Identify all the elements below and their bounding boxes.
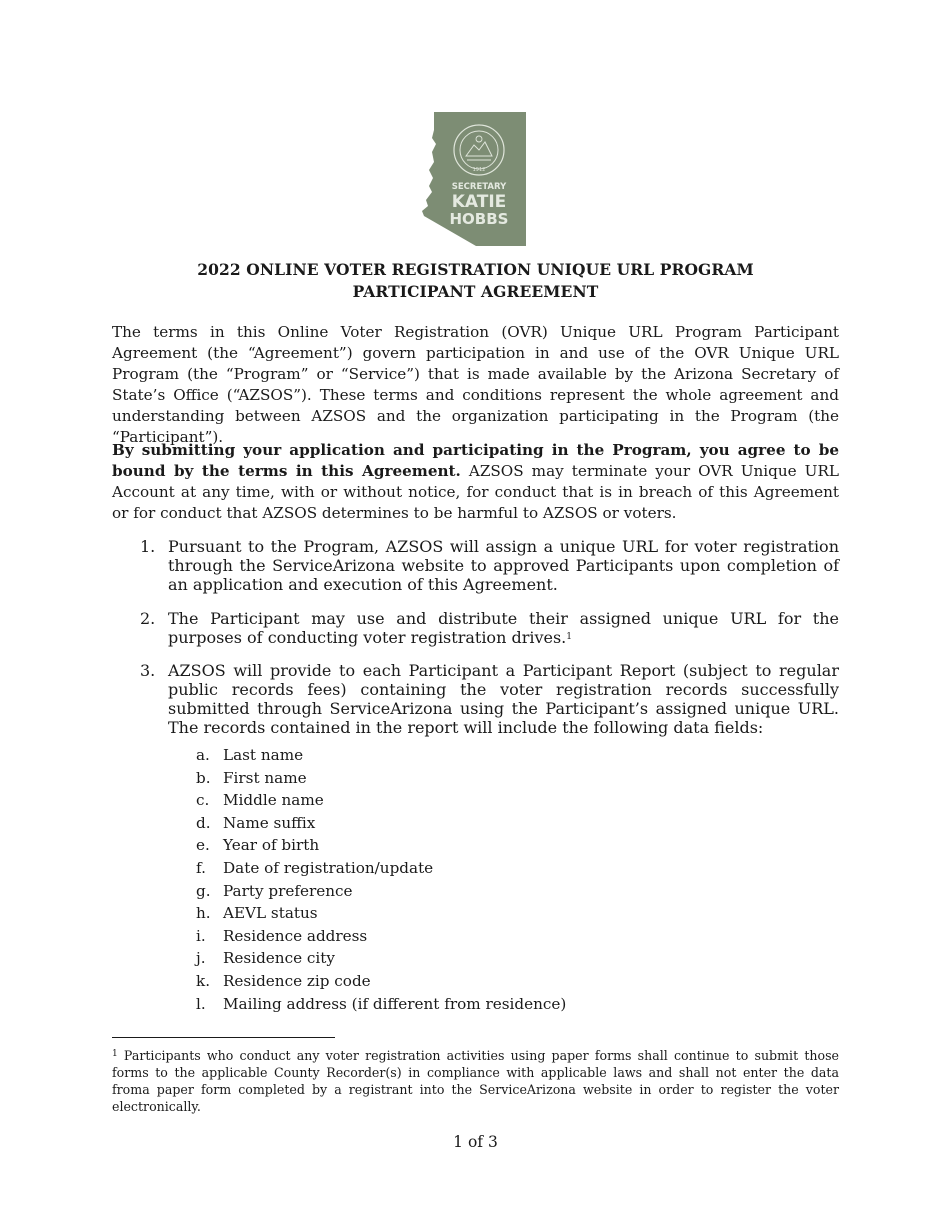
logo-last-name-text: HOBBS <box>449 210 509 228</box>
data-field-label: Last name <box>223 746 304 764</box>
data-field-letter: h. <box>196 904 211 923</box>
data-field-label: Mailing address (if different from residence) <box>223 994 567 1013</box>
data-field-label: Party preference <box>223 881 353 900</box>
data-field-label: Name suffix <box>223 813 316 832</box>
list-item-text: AZSOS will provide to each Participant a Participant Report (subject to regular public records fees) containing the voter registration records successfully submitted through ServiceArizona using the Participant’s assigned unique URL. The records contained in the report will include the following data fields: <box>168 661 839 737</box>
data-field-label: First name <box>223 768 307 787</box>
data-field-letter: c. <box>196 791 210 810</box>
data-field-letter: j. <box>196 949 206 968</box>
data-field-letter: a. <box>196 746 210 764</box>
data-field-letter: f. <box>196 859 206 877</box>
consent-rest-text: AZSOS may terminate your OVR Unique URL Account at any time, with or without notice, for conduct that is in breach of this Agreement or for conduct that AZSOS determines to be harmful to AZSOS or voters. <box>112 462 839 522</box>
data-field-label: Year of birth <box>223 836 320 855</box>
consent-paragraph <box>112 440 839 524</box>
data-field-label: Residence city <box>223 949 335 968</box>
logo-first-name-text: KATIE <box>451 192 507 212</box>
list-item-number: 3. <box>140 661 156 680</box>
data-field-letter: k. <box>196 972 211 990</box>
list-item-text-body: The Participant may use and distribute their assigned unique URL for the purposes of conducting voter registration drives. <box>168 609 839 647</box>
list-item-number: 2. <box>140 609 156 628</box>
list-item-text: Pursuant to the Program, AZSOS will assign a unique URL for voter registration through the ServiceArizona website to approved Participants upon completion of an application and execution of this Agreement. <box>168 537 839 594</box>
page-number: 1 of 3 <box>453 1133 498 1151</box>
data-field-letter: e. <box>196 836 210 855</box>
footnote-divider <box>112 1037 335 1038</box>
seal-year: 1912 <box>472 167 486 173</box>
data-field-letter: l. <box>196 994 206 1013</box>
title-line-2: PARTICIPANT AGREEMENT <box>352 282 599 301</box>
data-field-label: Middle name <box>223 791 324 810</box>
data-field-label: Residence zip code <box>223 972 371 990</box>
data-field-letter: d. <box>196 813 211 832</box>
document-title <box>112 259 839 303</box>
list-item-number: 1. <box>140 537 156 556</box>
logo-secretary-text: SECRETARY <box>451 182 507 192</box>
footnote-marker: 1 <box>112 1049 118 1059</box>
data-field-label: AEVL status <box>223 904 318 923</box>
data-field-label: Residence address <box>223 926 368 945</box>
footnote <box>112 1047 839 1115</box>
intro-paragraph: The terms in this Online Voter Registration (OVR) Unique URL Program Participant Agreement (the “Agreement”) govern participation in and use of the OVR Unique URL Program (the “Program” or “Service”) that is made available by the Arizona Secretary of State’s Office (“AZSOS”). These terms and conditions represent the whole agreement and understanding between AZSOS and the organization participating in the Program (the “Participant”). <box>112 323 839 446</box>
consent-bold-text: By submitting your application and participating in the Program, you agree to be bound by the terms in this Agreement. <box>112 441 839 480</box>
secretary-of-state-logo <box>422 112 530 246</box>
data-field-letter: g. <box>196 881 211 900</box>
arizona-state-shape-icon <box>422 112 530 246</box>
footnote-reference[interactable]: 1 <box>566 632 572 642</box>
list-item-text <box>168 609 839 647</box>
data-field-label: Date of registration/update <box>223 859 434 877</box>
data-field-letter: i. <box>196 926 206 945</box>
footnote-text: Participants who conduct any voter registration activities using paper forms shall continue to submit those forms to the applicable County Recorder(s) in compliance with applicable laws and shall not enter the data froma paper form completed by a registrant into the ServiceArizona website in order to register the voter electronically. <box>112 1048 839 1114</box>
title-line-1: 2022 ONLINE VOTER REGISTRATION UNIQUE URL PROGRAM <box>197 260 754 279</box>
data-field-letter: b. <box>196 768 211 787</box>
